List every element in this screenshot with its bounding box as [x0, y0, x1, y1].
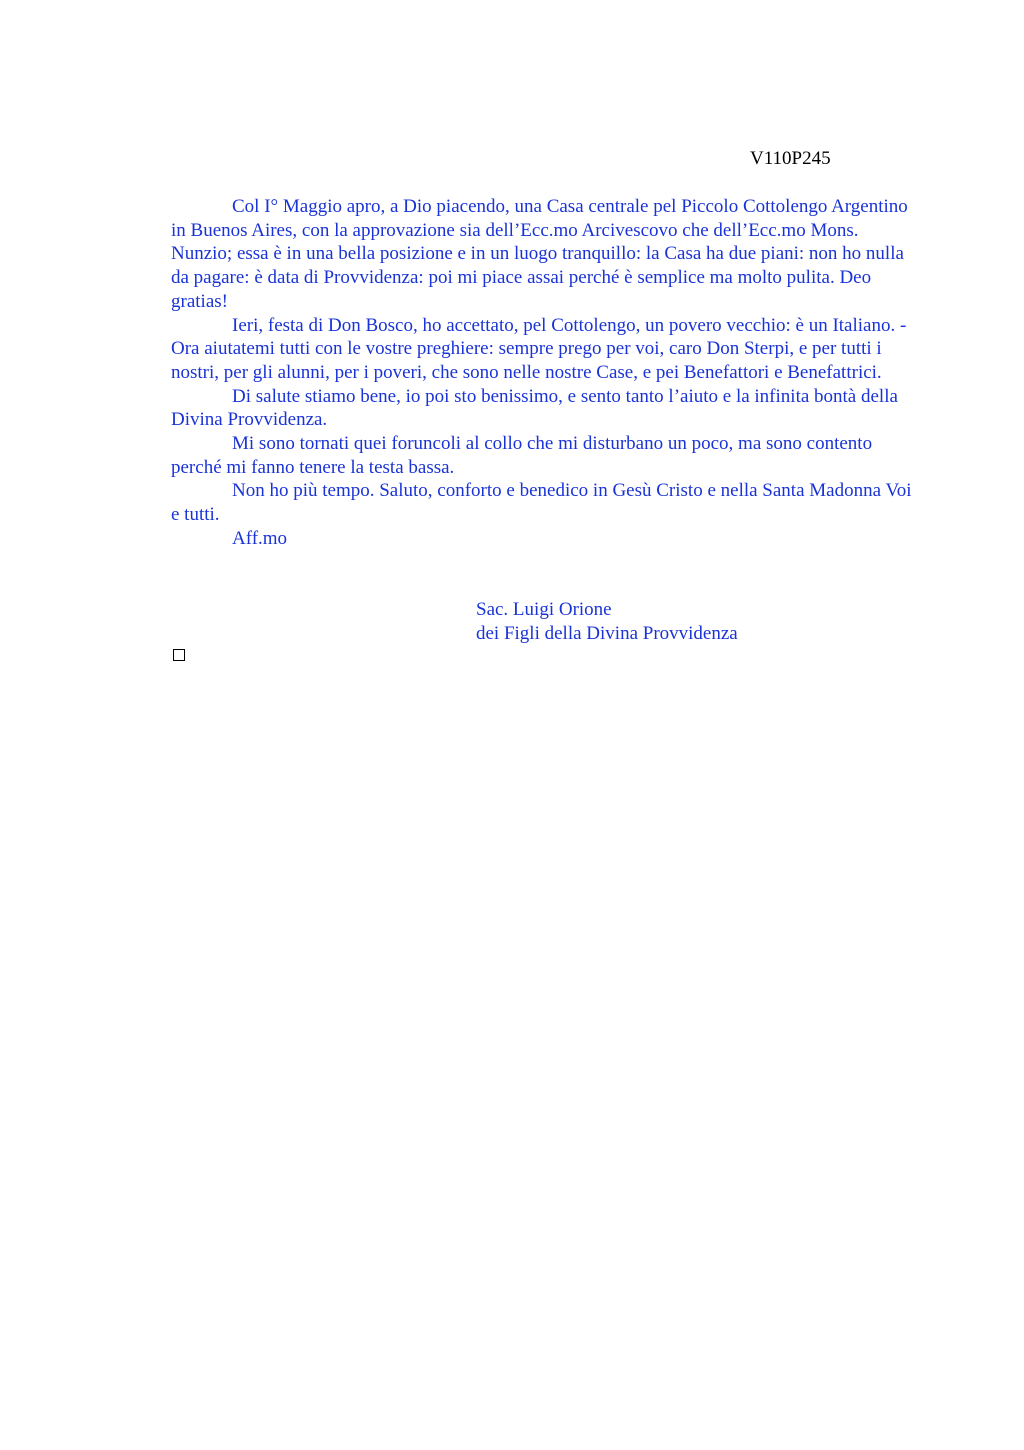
- paragraph: Mi sono tornati quei foruncoli al collo che mi disturbano un poco, ma sono contento perché mi fanno tenere la testa bassa.: [171, 433, 873, 478]
- reference-code: V110P245: [750, 148, 831, 169]
- paragraph: Di salute stiamo bene, io poi sto benissimo, e sento tanto l’aiuto e la infinita bontà della Divina Provvidenza.: [171, 385, 898, 431]
- signature-name: Sac. Luigi Orione: [476, 599, 612, 620]
- paragraph: Non ho più tempo. Saluto, conforto e benedico in Gesù Cristo e nella Santa Madonna Voi e tutti.: [171, 480, 912, 526]
- square-box-icon: [173, 649, 185, 661]
- letter-body: [171, 195, 919, 551]
- signature-congregation: dei Figli della Divina Provvidenza: [476, 623, 738, 644]
- closing-salutation: Aff.mo: [232, 527, 288, 549]
- paragraph: Col I° Maggio apro, a Dio piacendo, una Casa centrale pel Piccolo Cottolengo Argentino in Buenos Aires, con la approvazione sia dell’Ecc.mo Arcivescovo che dell’Ecc.mo Mons. Nunzio; essa è in una bella posizione e in un luogo tranquillo: la Casa ha due piani: non ho nulla da pagare: è data di Provvidenza: poi mi piace assai perché è semplice ma molto pulita. Deo gratias!: [171, 196, 908, 312]
- signature-block: [476, 598, 738, 646]
- paragraph: Ieri, festa di Don Bosco, ho accettato, pel Cottolengo, un povero vecchio: è un Italiano. - Ora aiutatemi tutti con le vostre preghiere: sempre prego per voi, caro Don Sterpi, e per tutti i nostri, per gli alunni, per i poveri, che sono nelle nostre Case, e pei Benefattori e Benefattrici.: [171, 314, 907, 383]
